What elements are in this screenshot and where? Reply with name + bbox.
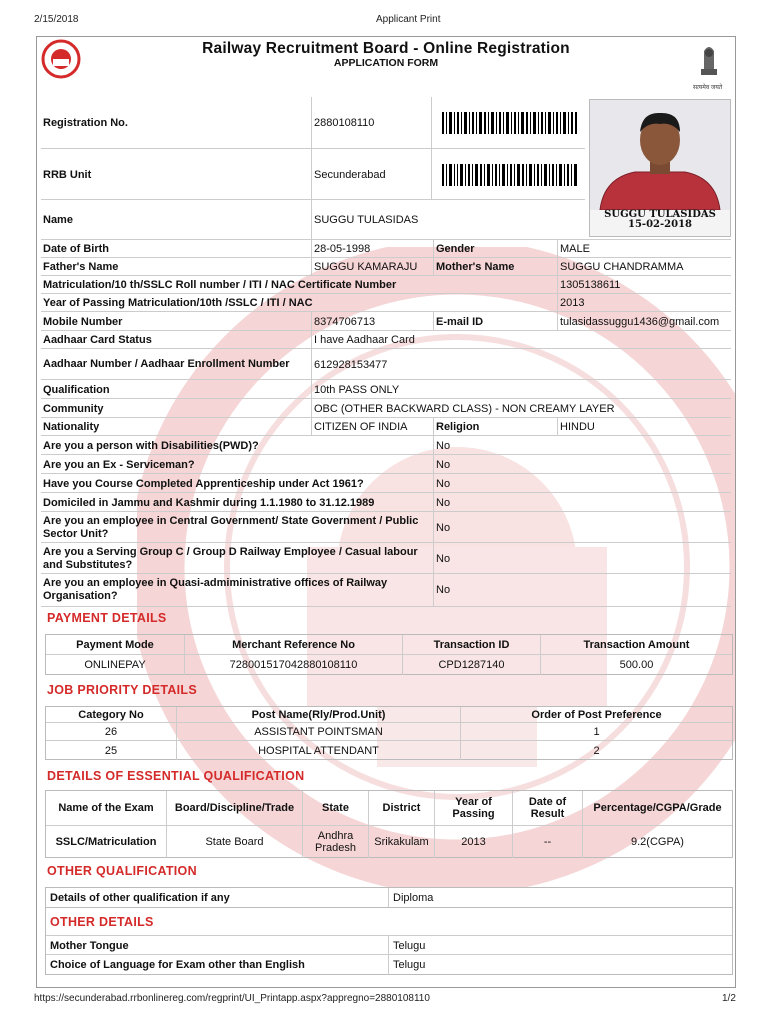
print-url: https://secunderabad.rrbonlinereg.com/regprint/UI_Printapp.aspx?appregno=2880108110: [34, 993, 430, 1004]
transaction-id-value: CPD1287140: [402, 655, 540, 675]
govt-employee-answer: No: [433, 512, 731, 543]
father-value: SUGGU KAMARAJU: [311, 258, 433, 276]
result-date-header: Date of Result: [512, 791, 582, 825]
jammu-kashmir-question: Domiciled in Jammu and Kashmir during 1.1.1980 to 31.12.1989: [43, 496, 375, 509]
other-qualification-table: [45, 887, 733, 908]
print-date: 2/15/2018: [34, 14, 79, 25]
exam-name-header: Name of the Exam: [58, 802, 154, 814]
ex-serviceman-row: [41, 454, 731, 474]
quasi-employee-question: Are you an employee in Quasi-admiministrative offices of Railway Organisation?: [43, 577, 388, 602]
state-header: State: [302, 791, 368, 825]
qualification-value: 10th PASS ONLY: [311, 380, 731, 399]
mobile-label: Mobile Number: [43, 315, 123, 328]
dob-value: 28-05-1998: [311, 240, 433, 258]
other-details-section-title: OTHER DETAILS: [50, 914, 154, 929]
registration-barcode: [431, 97, 585, 148]
apprenticeship-row: [41, 473, 731, 493]
name-label: Name: [43, 214, 73, 226]
pwd-answer: No: [433, 436, 731, 455]
community-value: OBC (OTHER BACKWARD CLASS) - NON CREAMY LAYER: [311, 399, 731, 418]
nationality-row: [41, 417, 731, 436]
rrb-barcode: [431, 149, 585, 200]
essential-table: [45, 790, 733, 858]
aadhaar-number-row: [41, 348, 731, 380]
roll-number-value: 1305138611: [557, 276, 731, 294]
mother-tongue-label: Mother Tongue: [50, 939, 129, 952]
payment-table: [45, 634, 733, 675]
other-details-title-row: [46, 908, 732, 935]
national-emblem-icon: [695, 41, 723, 81]
year-value: 2013: [434, 826, 512, 858]
name-value: SUGGU TULASIDAS: [311, 200, 585, 240]
exam-language-label: Choice of Language for Exam other than English: [50, 959, 305, 971]
rrb-barcode-icon: [442, 164, 578, 186]
pwd-question: Are you a person with Disabilities(PWD)?: [43, 439, 259, 452]
apprenticeship-answer: No: [433, 474, 731, 493]
application-sheet: [36, 36, 736, 988]
year-of-passing-value: 2013: [557, 294, 731, 312]
quasi-employee-row: [41, 573, 731, 607]
rrb-unit-value: Secunderabad: [311, 149, 431, 200]
community-row: [41, 398, 731, 418]
registration-barcode-icon: [442, 112, 578, 134]
grade-header: Percentage/CGPA/Grade: [582, 791, 732, 825]
district-value: Srikakulam: [368, 826, 434, 858]
applicant-photo: [589, 99, 731, 237]
name-row: [41, 199, 585, 240]
preference-header: Order of Post Preference: [460, 707, 732, 722]
category-header: Category No: [78, 708, 144, 721]
mother-tongue-row: [46, 935, 732, 955]
father-label: Father's Name: [43, 261, 119, 273]
grade-value: 9.2(CGPA): [582, 826, 732, 858]
form-subtitle: APPLICATION FORM: [333, 57, 439, 69]
merchant-ref-header: Merchant Reference No: [184, 635, 402, 654]
nationality-value: CITIZEN OF INDIA: [311, 418, 433, 436]
district-header: District: [368, 791, 434, 825]
religion-label: Religion: [433, 418, 557, 436]
roll-number-row: [41, 275, 731, 294]
religion-value: HINDU: [557, 418, 731, 436]
aadhaar-number-label: Aadhaar Number / Aadhaar Enrollment Number: [43, 358, 290, 370]
railway-employee-answer: No: [433, 543, 731, 574]
roll-number-label: Matriculation/10 th/SSLC Roll number / ITI / NAC Certificate Number: [43, 279, 397, 291]
photo-name-caption: SUGGU TULASIDAS: [604, 209, 716, 220]
email-label: E-mail ID: [433, 312, 557, 331]
railway-employee-question: Are you a Serving Group C / Group D Railway Employee / Casual labour and Substitutes?: [43, 545, 418, 571]
print-page-number: 1/2: [722, 993, 736, 1004]
ex-serviceman-question: Are you an Ex - Serviceman?: [43, 458, 195, 471]
exam-language-value: Telugu: [388, 955, 732, 975]
merchant-ref-value: 728001517042880108110: [184, 655, 402, 675]
jammu-kashmir-answer: No: [433, 493, 731, 512]
payment-section-title: PAYMENT DETAILS: [47, 611, 167, 625]
jammu-kashmir-row: [41, 492, 731, 512]
gender-label: Gender: [433, 240, 557, 258]
year-of-passing-label: Year of Passing Matriculation/10th /SSLC / ITI / NAC: [43, 297, 313, 309]
category-value: 26: [104, 726, 118, 738]
email-value: tulasidassuggu1436@gmail.com: [557, 312, 731, 331]
priority-table: [45, 706, 733, 760]
registration-row: [41, 97, 585, 148]
category-value: 25: [104, 744, 118, 757]
dob-row: [41, 239, 731, 258]
registration-label: Registration No.: [43, 116, 128, 129]
priority-row: [46, 722, 732, 741]
essential-header-row: [46, 791, 732, 825]
payment-data-row: [46, 654, 732, 675]
quasi-employee-answer: No: [433, 574, 731, 606]
aadhaar-status-label: Aadhaar Card Status: [43, 334, 152, 346]
year-header: Year of Passing: [434, 791, 512, 825]
exam-language-row: [46, 954, 732, 975]
essential-section-title: DETAILS OF ESSENTIAL QUALIFICATION: [47, 769, 305, 783]
other-qualification-row: [46, 888, 732, 907]
other-qualification-label: Details of other qualification if any: [50, 891, 230, 904]
contact-row: [41, 311, 731, 331]
community-label: Community: [43, 402, 104, 415]
aadhaar-status-value: I have Aadhaar Card: [311, 331, 731, 349]
mother-value: SUGGU CHANDRAMMA: [557, 258, 731, 276]
apprenticeship-question: Have you Course Completed Apprenticeship under Act 1961?: [43, 477, 364, 490]
pwd-row: [41, 435, 731, 455]
transaction-id-header: Transaction ID: [402, 635, 540, 654]
rrb-unit-row: [41, 148, 585, 200]
preference-value: 1: [460, 723, 732, 741]
transaction-amount-header: Transaction Amount: [540, 635, 732, 654]
photo-date-caption: 15-02-2018: [628, 219, 692, 230]
qualification-row: [41, 379, 731, 399]
nationality-label: Nationality: [43, 421, 100, 433]
exam-name-value: SSLC/Matriculation: [55, 836, 157, 848]
mother-label: Mother's Name: [433, 258, 557, 276]
priority-row: [46, 740, 732, 760]
state-value: Andhra Pradesh: [302, 826, 368, 858]
print-page-title: Applicant Print: [376, 14, 441, 25]
post-name-header: Post Name(Rly/Prod.Unit): [176, 707, 460, 722]
year-of-passing-row: [41, 293, 731, 312]
payment-mode-header: Payment Mode: [76, 638, 154, 651]
post-name-value: HOSPITAL ATTENDANT: [176, 741, 460, 760]
board-header: Board/Discipline/Trade: [166, 791, 302, 825]
mother-tongue-value: Telugu: [388, 936, 732, 955]
gender-value: MALE: [557, 240, 731, 258]
other-qualification-value: Diploma: [388, 888, 732, 907]
board-value: State Board: [166, 826, 302, 858]
other-details-table: [45, 907, 733, 975]
preference-value: 2: [460, 741, 732, 760]
form-title-block: [37, 37, 735, 97]
payment-header-row: [46, 635, 732, 654]
registration-value: 2880108110: [311, 97, 431, 148]
form-title: Railway Recruitment Board - Online Registration: [202, 40, 570, 57]
parents-row: [41, 257, 731, 276]
essential-data-row: [46, 825, 732, 858]
priority-header-row: [46, 707, 732, 722]
rrb-unit-label: RRB Unit: [43, 168, 92, 181]
dob-label: Date of Birth: [43, 243, 109, 255]
other-qualification-section-title: OTHER QUALIFICATION: [47, 864, 197, 878]
aadhaar-status-row: [41, 330, 731, 349]
result-date-value: --: [512, 826, 582, 858]
emblem-caption: सत्यमेव जयते: [693, 85, 723, 91]
priority-section-title: JOB PRIORITY DETAILS: [47, 683, 197, 697]
aadhaar-number-value: 612928153477: [311, 349, 731, 380]
ex-serviceman-answer: No: [433, 455, 731, 474]
mobile-value: 8374706713: [311, 312, 433, 331]
govt-employee-question: Are you an employee in Central Government/ State Government / Public Sector Unit?: [43, 514, 419, 540]
payment-mode-value: ONLINEPAY: [84, 659, 146, 671]
post-name-value: ASSISTANT POINTSMAN: [176, 723, 460, 741]
govt-employee-row: [41, 511, 731, 543]
transaction-amount-value: 500.00: [540, 655, 732, 675]
applicant-portrait-icon: [590, 100, 730, 210]
qualification-label: Qualification: [43, 383, 110, 396]
railway-employee-row: [41, 542, 731, 574]
